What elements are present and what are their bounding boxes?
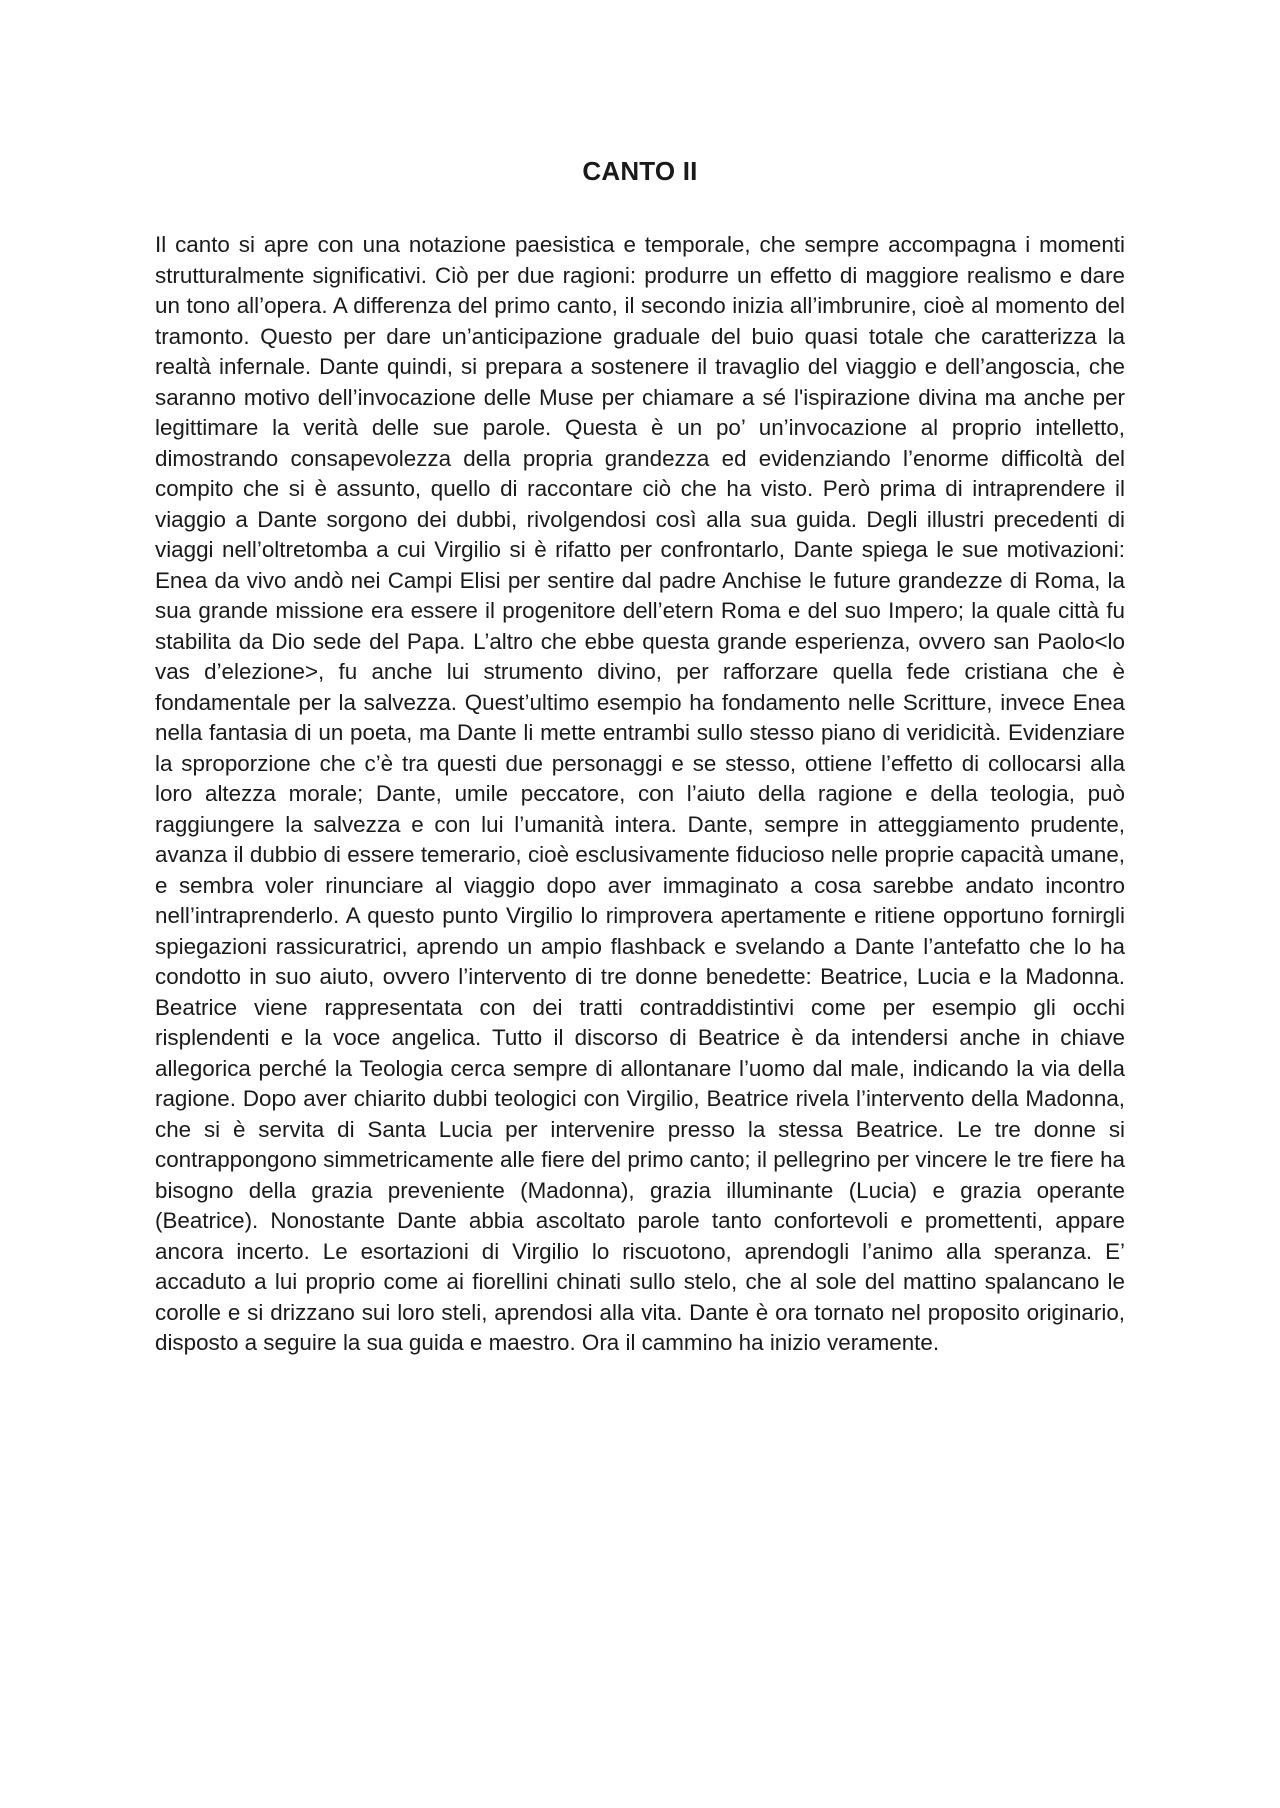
page-title: CANTO II xyxy=(582,156,698,186)
body-paragraph: Il canto si apre con una notazione paesistica e temporale, che sempre accompagna i momenti strutturalmente significativi. Ciò per due ragioni: produrre un effetto di maggiore realismo e dare un tono all’opera. A differenza del primo canto, il secondo inizia all’imbrunire, cioè al momento del tramonto. Questo per dare un’anticipazione graduale del buio quasi totale che caratterizza la realtà infernale. Dante quindi, si prepara a sostenere il travaglio del viaggio e dell’angoscia, che saranno motivo dell’invocazione delle Muse per chiamare a sé l'ispirazione divina ma anche per legittimare la verità delle sue parole. Questa è un po’ un’invocazione al proprio intelletto, dimostrando consapevolezza della propria grandezza ed evidenziando l’enorme difficoltà del compito che si è assunto, quello di raccontare ciò che ha visto. Però prima di intraprendere il viaggio a Dante sorgono dei dubbi, rivolgendosi così alla sua guida. Degli illustri precedenti di viaggi nell’oltretomba a cui Virgilio si è rifatto per confrontarlo, Dante spiega le sue motivazioni: Enea da vivo andò nei Campi Elisi per sentire dal padre Anchise le future grandezze di Roma, la sua grande missione era essere il progenitore dell’etern Roma e del suo Impero; la quale città fu stabilita da Dio sede del Papa. L’altro che ebbe questa grande esperienza, ovvero san Paolo<lo vas d’elezione>, fu anche lui strumento divino, per rafforzare quella fede cristiana che è fondamentale per la salvezza. Quest’ultimo esempio ha fondamento nelle Scritture, invece Enea nella fantasia di un poeta, ma Dante li mette entrambi sullo stesso piano di veridicità. Evidenziare la sproporzione che c’è tra questi due personaggi e se stesso, ottiene l’effetto di collocarsi alla loro altezza morale; Dante, umile peccatore, con l’aiuto della ragione e della teologia, può raggiungere la salvezza e con lui l’umanità intera. Dante, sempre in atteggiamento prudente, avanza il dubbio di essere temerario, cioè esclusivamente fiducioso nelle proprie capacità umane, e sembra voler rinunciare al viaggio dopo aver immaginato a cosa sarebbe andato incontro nell’intraprenderlo. A questo punto Virgilio lo rimprovera apertamente e ritiene opportuno fornirgli spiegazioni rassicuratrici, aprendo un ampio flashback e svelando a Dante l’antefatto che lo ha condotto in suo aiuto, ovvero l’intervento di tre donne benedette: Beatrice, Lucia e la Madonna. Beatrice viene rappresentata con dei tratti contraddistintivi come per esempio gli occhi risplendenti e la voce angelica. Tutto il discorso di Beatrice è da intendersi anche in chiave allegorica perché la Teologia cerca sempre di allontanare l’uomo dal male, indicando la via della ragione. Dopo aver chiarito dubbi teologici con Virgilio, Beatrice rivela l’intervento della Madonna, che si è servita di Santa Lucia per intervenire presso la stessa Beatrice. Le tre donne si contrappongono simmetricamente alle fiere del primo canto; il pellegrino per vincere le tre fiere ha bisogno della grazia preveniente (Madonna), grazia illuminante (Lucia) e grazia operante (Beatrice). Nonostante Dante abbia ascoltato parole tanto confortevoli e promettenti, appare ancora incerto. Le esortazioni di Virgilio lo riscuotono, aprendogli l’animo alla speranza. E’ accaduto a lui proprio come ai fiorellini chinati sullo stelo, che al sole del mattino spalancano le corolle e si drizzano sui loro steli, aprendosi alla vita. Dante è ora tornato nel proposito originario, disposto a seguire la sua guida e maestro. Ora il cammino ha inizio veramente. xyxy=(155,232,1125,1355)
